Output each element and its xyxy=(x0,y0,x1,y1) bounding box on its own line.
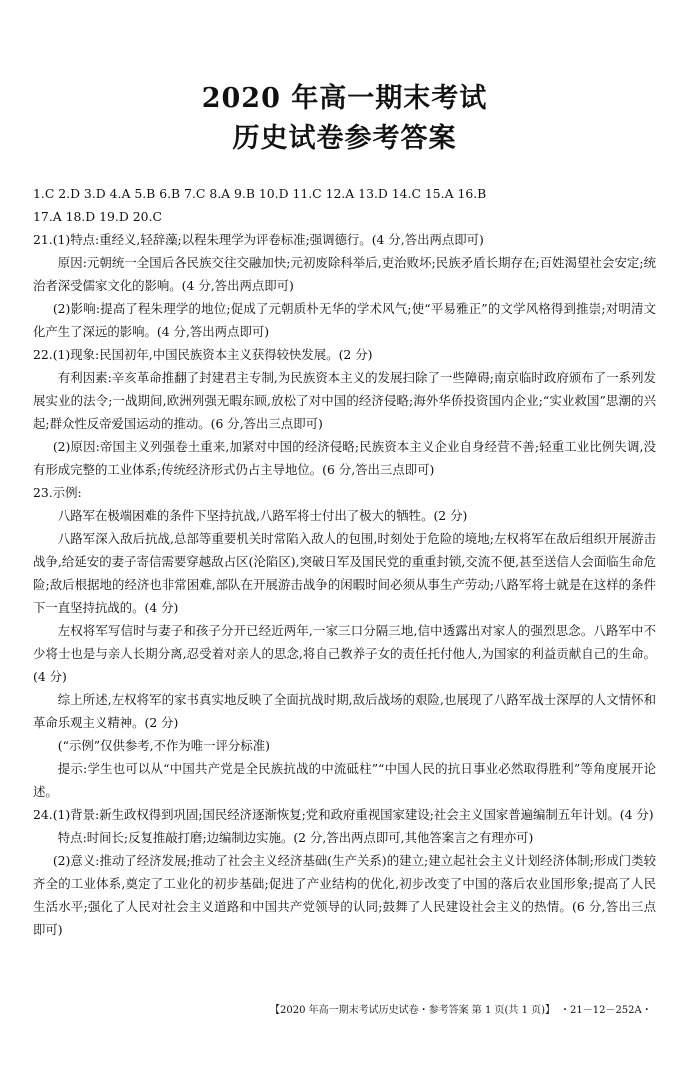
mcq-answers-line1: 1.C 2.D 3.D 4.A 5.B 6.B 7.C 8.A 9.B 10.D 11.C 12.A 13.D 14.C 15.A 16.B xyxy=(33,186,487,201)
q22-part1: 22.(1)现象:民国初年,中国民族资本主义获得较快发展。(2 分) xyxy=(33,347,373,362)
mcq-answers-line2: 17.A 18.D 19.D 20.C xyxy=(33,209,162,224)
page-title: 2020 年高一期末考试 xyxy=(201,83,488,114)
page-subtitle: 历史试卷参考答案 xyxy=(232,123,457,154)
q23-paragraph-4: 综上所述,左权将军的家书真实地反映了全面抗战时期,敌后战场的艰险,也展现了八路军战士深厚的人文情怀和革命乐观主义精神。(2 分) xyxy=(33,692,656,730)
q24-part2: (2)意义:推动了经济发展;推动了社会主义经济基础(生产关系)的建立;建立起社会主义计划经济体制;形成门类较齐全的工业体系,奠定了工业化的初步基础;促进了产业结构的优化,初步改变了中国的落后农业国形象;提高了人民生活水平;强化了人民对社会主义道路和中国共产党领导的认同;鼓舞了人民建设社会主义的热情。(6 分,答出三点即可) xyxy=(33,853,656,937)
footer-page-info: 【2020 年高一期末考试历史试卷・参考答案 第 1 页(共 1 页)】 xyxy=(270,1005,556,1016)
answer-body xyxy=(33,182,656,941)
q23-example-note: (“示例”仅供参考,不作为唯一评分标准) xyxy=(57,738,270,753)
q22-favorable-factors: 有利因素:辛亥革命推翻了封建君主专制,为民族资本主义的发展扫除了一些障碍;南京临时政府颁布了一系列发展实业的法令;一战期间,欧洲列强无暇东顾,放松了对中国的经济侵略;海外华侨投资国内企业;“实业救国”思潮的兴起;群众性反帝爱国运动的推动。(6 分,答出三点即可) xyxy=(33,370,656,431)
footer-doc-code: ・21－12－252A・ xyxy=(560,1005,652,1016)
q23-paragraph-2: 八路军深入敌后抗战,总部等重要机关时常陷入敌人的包围,时刻处于危险的境地;左权将军在敌后组织开展游击战争,给延安的妻子寄信需要穿越敌占区(沦陷区),突破日军及国民党的重重封锁,交流不便,甚至送信人会面临生命危险;敌后根据地的经济也非常困难,部队在开展游击战争的闲暇时间必须从事生产劳动;八路军将士就是在这样的条件下一直坚持抗战的。(4 分) xyxy=(33,531,656,615)
q21-reasons: 原因:元朝统一全国后各民族交往交融加快;元初废除科举后,吏治败坏;民族矛盾长期存在;百姓渴望社会安定;统治者深受儒家文化的影响。(4 分,答出两点即可) xyxy=(33,255,656,293)
q21-part1: 21.(1)特点:重经义,轻辞藻;以程朱理学为评卷标准;强调德行。(4 分,答出两点即可) xyxy=(33,232,484,247)
q23-hint: 提示:学生也可以从“中国共产党是全民族抗战的中流砥柱”“中国人民的抗日事业必然取得胜利”等角度展开论述。 xyxy=(33,761,656,799)
q23-heading: 23.示例: xyxy=(33,485,82,500)
q23-paragraph-3: 左权将军写信时与妻子和孩子分开已经近两年,一家三口分隔三地,信中透露出对家人的强烈思念。八路军中不少将士也是与亲人长期分离,忍受着对亲人的思念,将自己教养子女的责任托付他人,为国家的利益贡献自己的生命。(4 分) xyxy=(33,623,656,684)
q24-features: 特点:时间长;反复推敲打磨;边编制边实施。(2 分,答出两点即可,其他答案言之有理亦可) xyxy=(57,830,534,845)
q21-part2: (2)影响:提高了程朱理学的地位;促成了元朝质朴无华的学术风气;使“平易雅正”的文学风格得到推崇;对明清文化产生了深远的影响。(4 分,答出两点即可) xyxy=(33,301,656,339)
title-block xyxy=(33,80,656,158)
q22-part2: (2)原因:帝国主义列强卷土重来,加紧对中国的经济侵略;民族资本主义企业自身经营不善;轻重工业比例失调,没有形成完整的工业体系;传统经济形式仍占主导地位。(6 分,答出三点即可) xyxy=(33,439,656,477)
q24-part1: 24.(1)背景:新生政权得到巩固;国民经济逐渐恢复;党和政府重视国家建设;社会主义国家普遍编制五年计划。(4 分) xyxy=(33,807,654,822)
q23-paragraph-1: 八路军在极端困难的条件下坚持抗战,八路军将士付出了极大的牺牲。(2 分) xyxy=(57,508,468,523)
